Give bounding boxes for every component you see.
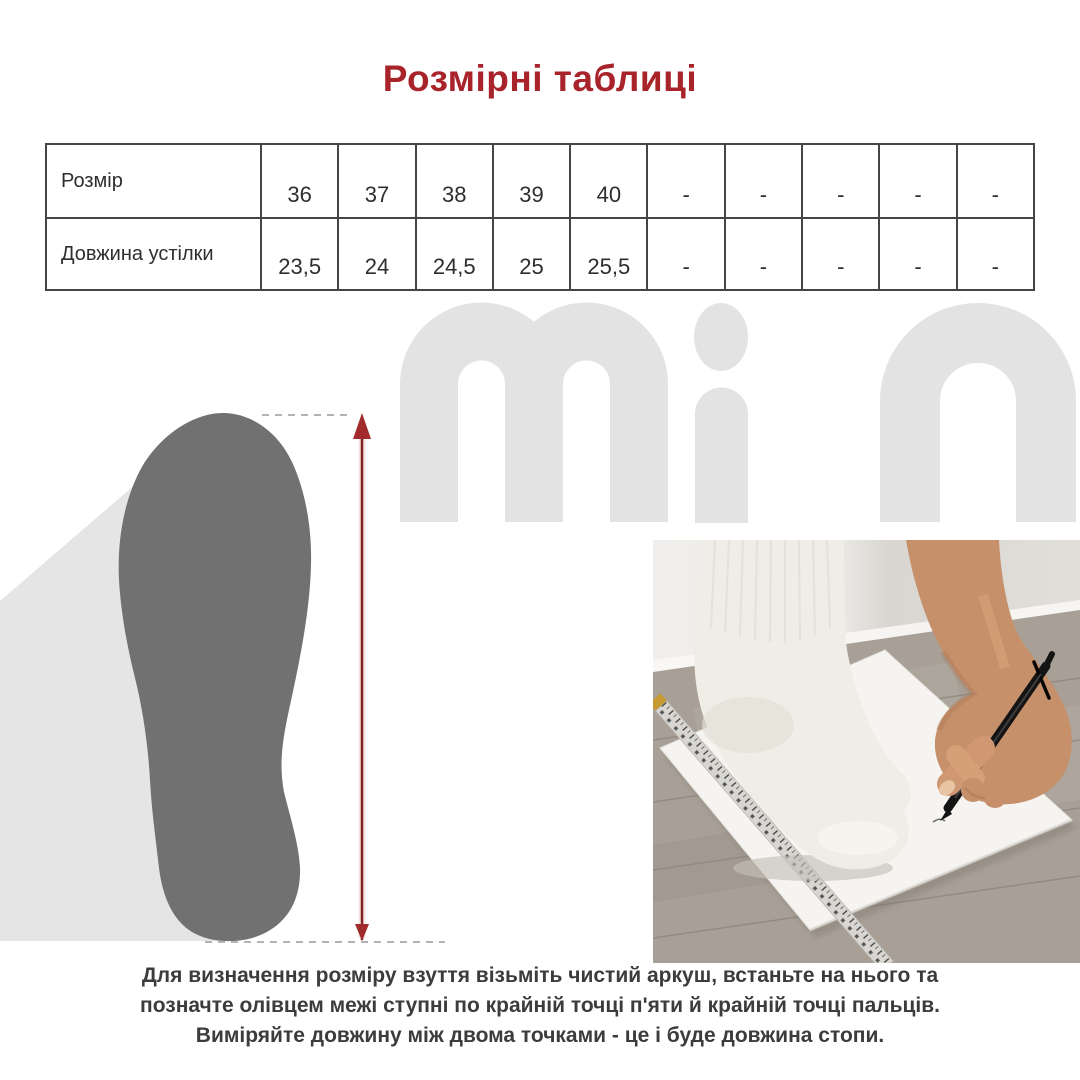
- length-cell: 24: [338, 218, 415, 290]
- size-cell: -: [802, 144, 879, 218]
- length-cell: -: [725, 218, 802, 290]
- instructions-line-1: Для визначення розміру взуття візьміть чистий аркуш, встаньте на нього та: [141, 964, 939, 987]
- ankle-shading: [702, 697, 794, 753]
- length-cell: -: [957, 218, 1034, 290]
- length-cell: -: [802, 218, 879, 290]
- instructions-line-3: Виміряйте довжину між двома точками - це і буде довжина стопи.: [195, 1024, 885, 1047]
- size-cell: 40: [570, 144, 647, 218]
- table-row-insole-length: [46, 218, 1034, 290]
- page-title: Розмірні таблиці: [382, 58, 698, 99]
- length-cell: 25,5: [570, 218, 647, 290]
- size-cell: 36: [261, 144, 338, 218]
- length-cell: 24,5: [416, 218, 493, 290]
- size-cell: -: [647, 144, 724, 218]
- size-table: [45, 143, 1035, 291]
- measurement-arrow-icon: [353, 413, 371, 941]
- size-cell: -: [725, 144, 802, 218]
- length-cell: -: [647, 218, 724, 290]
- size-cell: 38: [416, 144, 493, 218]
- instructions-text: [70, 961, 1010, 1051]
- length-cell: 25: [493, 218, 570, 290]
- instructions-line-2: позначте олівцем межі ступні по крайній точці п'яти й крайній точці пальців.: [140, 994, 940, 1017]
- row-label-insole-length: Довжина устілки: [46, 218, 261, 290]
- watermark-min-icon: [429, 303, 1046, 523]
- size-cell: 37: [338, 144, 415, 218]
- foot-measurement-photo-art: [653, 540, 1080, 963]
- size-cell: -: [957, 144, 1034, 218]
- length-cell: 23,5: [261, 218, 338, 290]
- foot-measurement-photo: [653, 540, 1080, 963]
- length-cell: -: [879, 218, 956, 290]
- size-cell: -: [879, 144, 956, 218]
- size-cell: 39: [493, 144, 570, 218]
- row-label-size: Розмір: [46, 144, 261, 218]
- toe-highlight: [818, 821, 898, 855]
- table-row-size: [46, 144, 1034, 218]
